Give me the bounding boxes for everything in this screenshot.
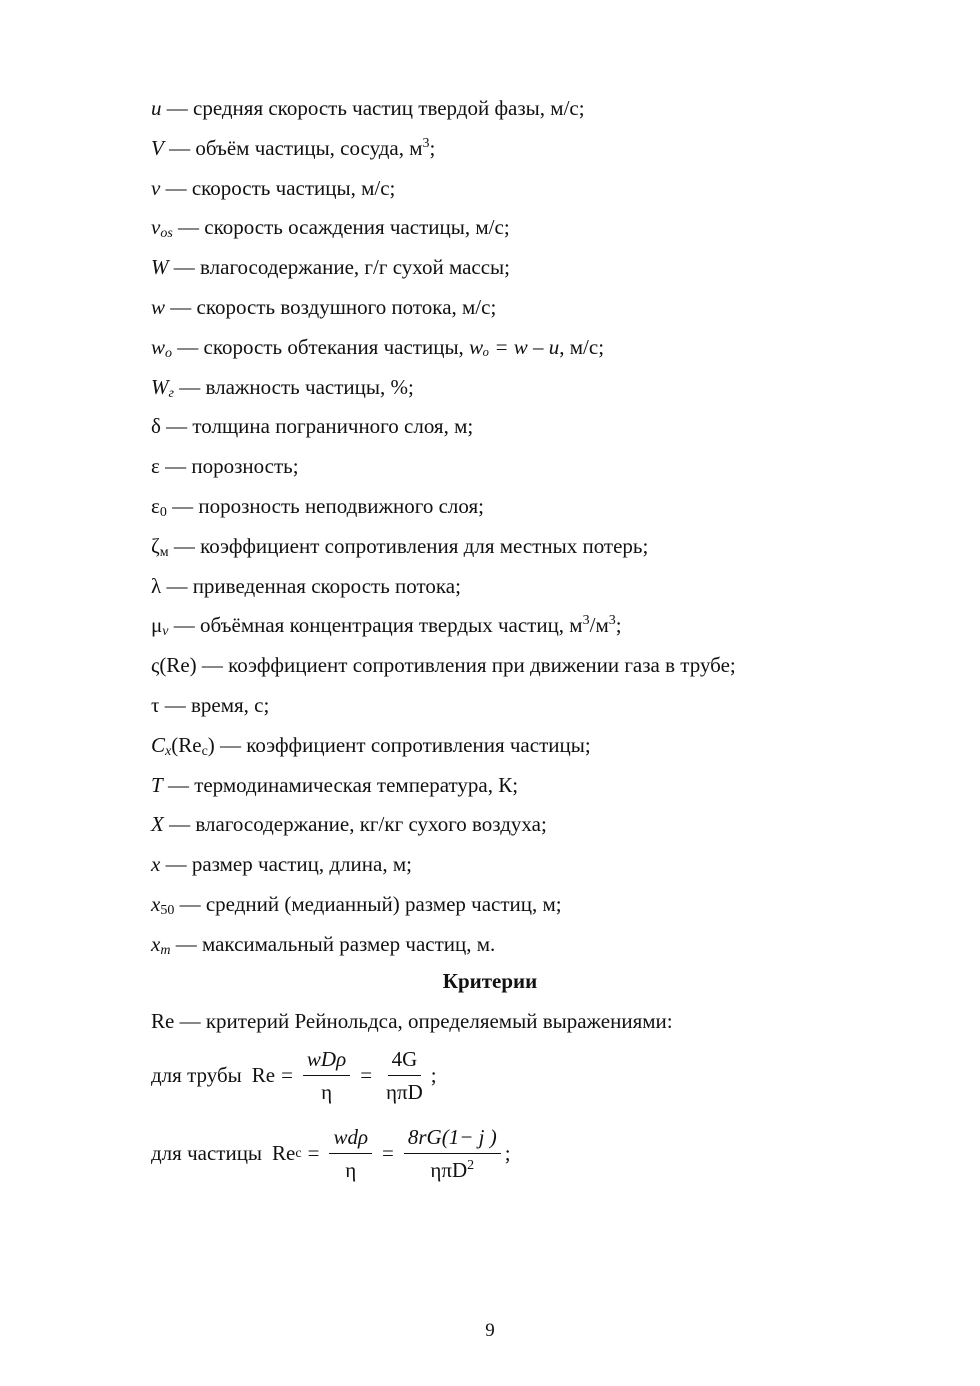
denominator: η (345, 1158, 357, 1182)
formula-pipe (151, 1046, 437, 1105)
subscript: x (165, 743, 172, 759)
fraction-1 (329, 1124, 372, 1183)
definition-w-o (151, 330, 931, 370)
symbol: x (151, 852, 161, 877)
denominator-superscript: 2 (467, 1158, 475, 1173)
section-heading: Критерии (442, 969, 538, 993)
definition-text: — приведенная скорость потока; (161, 573, 461, 598)
definition-lambda (151, 569, 931, 609)
formula-lhs: Re (272, 1141, 296, 1165)
definition-T (151, 768, 931, 808)
symbol: x (151, 891, 161, 916)
subscript: 50 (160, 902, 175, 918)
definition-V (151, 131, 931, 171)
symbol: T (151, 772, 163, 797)
definition-text: — объёмная концентрация твердых частиц, м (168, 613, 583, 638)
symbol: ε (151, 493, 160, 518)
definition-W-g (151, 370, 931, 410)
equals-sign: = (307, 1141, 320, 1165)
formula-particle: для частицы Re c = $\frac{\text{wdρ}}{\eta}$ = $\frac{8rG(1- j )}{\eta\pi D^2}$ ; (151, 1125, 511, 1182)
symbol: ε (151, 454, 160, 479)
expression: wₒ = w – u (469, 334, 560, 359)
subscript: м (159, 544, 169, 560)
numerator: 4G (388, 1046, 422, 1076)
reynolds-intro-text: Re — критерий Рейнольдса, определяемый выражениями: (151, 1009, 673, 1033)
symbol: w (151, 294, 166, 319)
definition-text: — скорость воздушного потока, м/с; (165, 294, 497, 319)
symbol: W (151, 374, 169, 399)
symbol: ς(Re) (151, 653, 197, 678)
subscript: m (160, 942, 171, 958)
subscript: os (160, 226, 173, 242)
definition-Cx (151, 728, 931, 768)
definition-tau (151, 688, 931, 728)
definition-text: — максимальный размер частиц, м. (170, 931, 496, 956)
definition-text: — коэффициент сопротивления при движении газа в трубе; (196, 653, 736, 678)
definition-text: — влагосодержание, кг/кг сухого воздуха; (163, 812, 547, 837)
equals-sign: = (281, 1063, 293, 1087)
page-number: 9 (485, 1320, 495, 1341)
symbol: δ (151, 414, 161, 439)
definition-W (151, 250, 931, 290)
equals-sign-2: = (382, 1141, 394, 1165)
fraction-2 (382, 1046, 427, 1105)
symbol: V (151, 135, 164, 160)
definition-text: — влагосодержание, г/г сухой массы; (168, 255, 510, 280)
numerator: wDρ (303, 1046, 350, 1076)
definition-epsilon-0 (151, 489, 931, 529)
symbol: C (151, 732, 166, 757)
subscript: 0 (159, 504, 167, 520)
definition-zeta-m (151, 529, 931, 569)
symbol: x (151, 931, 161, 956)
definition-tail: ; (615, 613, 622, 638)
definition-sigma-re (151, 648, 931, 688)
definition-x-50 (151, 887, 931, 927)
subscript-2: c (201, 743, 208, 759)
definition-x-m (151, 927, 931, 967)
symbol: X (151, 812, 164, 837)
definition-text: — порозность; (159, 454, 299, 479)
denominator-text: ηπD (430, 1158, 468, 1182)
denominator (426, 1154, 478, 1183)
symbol: μ (151, 613, 163, 638)
denominator: η (321, 1080, 333, 1104)
definition-text: — толщина пограничного слоя, м; (160, 414, 474, 439)
symbol-definitions-list (151, 91, 931, 967)
definition-text: — средняя скорость частиц твердой фазы, м/с; (161, 96, 585, 120)
definition-v-os (151, 210, 931, 250)
numerator: wdρ (329, 1124, 372, 1154)
formula-end: ; (504, 1141, 511, 1165)
subscript: г (168, 385, 174, 401)
symbol: W (151, 255, 169, 280)
definition-tail: ) — коэффициент сопротивления частицы; (207, 732, 591, 757)
definition-epsilon (151, 449, 931, 489)
definition-text: — размер частиц, длина, м; (160, 852, 412, 877)
definition-mu-v (151, 608, 931, 648)
numerator: 8rG(1− j ) (404, 1124, 501, 1154)
superscript: 3 (422, 135, 430, 151)
definition-X (151, 807, 931, 847)
formula-label: для частицы (151, 1141, 263, 1165)
definition-w (151, 290, 931, 330)
fraction-2 (404, 1124, 501, 1183)
definition-text: — скорость частицы, м/с; (160, 175, 396, 200)
equals-sign-2: = (360, 1063, 373, 1087)
definition-text: — термодинамическая температура, К; (162, 772, 519, 797)
symbol: v (151, 175, 161, 200)
definition-x (151, 847, 931, 887)
denominator: ηπD (386, 1080, 423, 1104)
symbol: u (151, 96, 162, 120)
definition-mid: /м (589, 613, 609, 638)
superscript: 3 (582, 613, 590, 629)
symbol: τ (151, 692, 160, 717)
definition-text: — скорость осаждения частицы, м/с; (172, 215, 510, 240)
superscript-2: 3 (608, 613, 616, 629)
definition-text: — порозность неподвижного слоя; (166, 493, 484, 518)
formula-label: для трубы (151, 1063, 242, 1087)
symbol: v (151, 215, 161, 240)
definition-text: — влажность частицы, %; (173, 374, 414, 399)
definition-tail: ; (429, 135, 436, 160)
symbol: λ (151, 573, 162, 598)
definition-text: — скорость обтекания частицы, (172, 334, 470, 359)
definition-text: — время, с; (159, 692, 270, 717)
subscript: o (165, 345, 173, 361)
definition-text: — средний (медианный) размер частиц, м; (174, 891, 562, 916)
definition-delta (151, 409, 931, 449)
definition-text: (Re (171, 732, 202, 757)
definition-tail: , м/с; (559, 334, 605, 359)
definition-text: — коэффициент сопротивления для местных потерь; (168, 533, 649, 558)
symbol: ζ (151, 533, 160, 558)
symbol: w (151, 334, 166, 359)
subscript: v (162, 624, 169, 640)
definition-v (151, 171, 931, 211)
fraction-1 (303, 1046, 350, 1105)
formula-end: ; (430, 1063, 437, 1087)
formula-lhs: Re (251, 1063, 276, 1087)
definition-u (151, 91, 931, 131)
definition-text: — объём частицы, сосуда, м (163, 135, 423, 160)
